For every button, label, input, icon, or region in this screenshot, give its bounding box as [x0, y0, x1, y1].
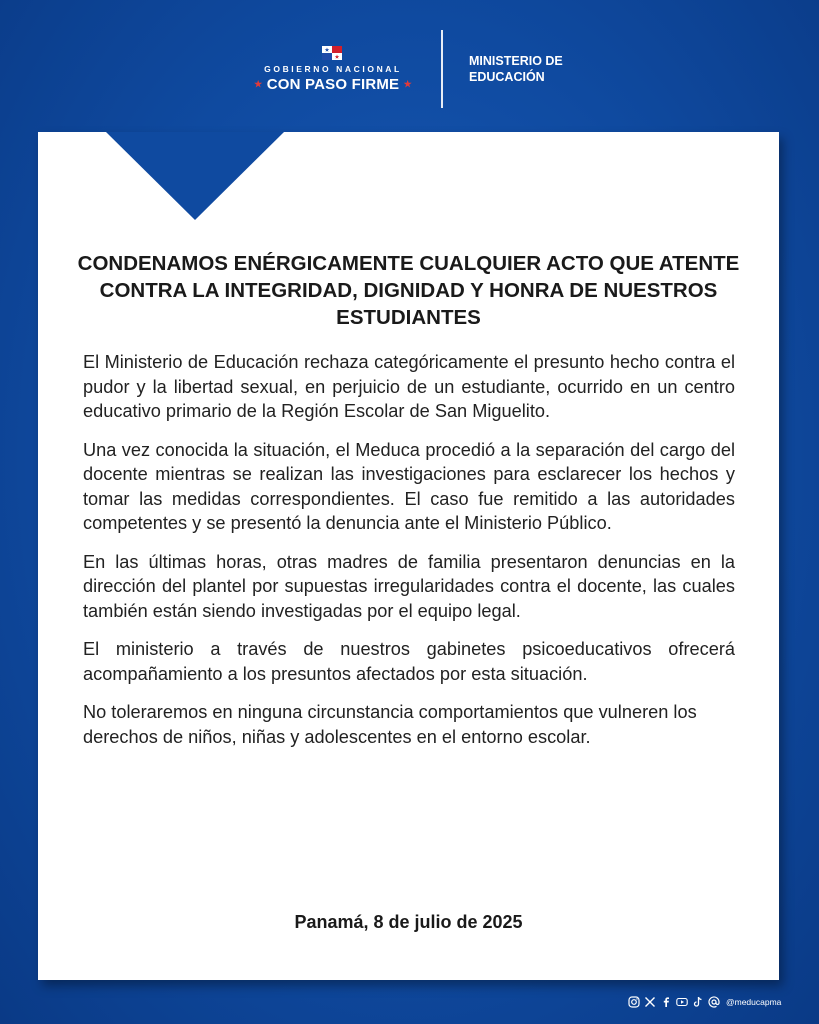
header [0, 0, 819, 93]
statement-paragraph: El ministerio a través de nuestros gabinetes psicoeducativos ofrecerá acompañamiento a los presuntos afectados por esta situación. [83, 639, 735, 684]
header-divider [441, 30, 443, 108]
panama-flag-icon [322, 46, 342, 60]
gov-tagline-top: GOBIERNO NACIONAL [264, 64, 402, 74]
youtube-icon[interactable] [676, 996, 688, 1008]
threads-icon[interactable] [708, 996, 720, 1008]
ministry-line-1: MINISTERIO DE [469, 54, 563, 68]
social-links [628, 994, 781, 1010]
statement-dateline: Panamá, 8 de julio de 2025 [294, 912, 523, 932]
statement-body [83, 350, 735, 763]
statement-paragraph: El Ministerio de Educación rechaza categóricamente el presunto hecho contra el pudor y la libertad sexual, en perjuicio de un estudiante, ocurrido en un centro educativo primario de la Región Escolar de San Miguelito. [83, 352, 735, 421]
statement-paragraph: En las últimas horas, otras madres de familia presentaron denuncias en la dirección del plantel por supuestas irregularidades contra el docente, las cuales también están siendo investigadas por el equipo legal. [83, 551, 735, 621]
ministry-name [469, 53, 629, 85]
statement-title: CONDENAMOS ENÉRGICAMENTE CUALQUIER ACTO QUE ATENTE CONTRA LA INTEGRIDAD, DIGNIDAD Y HONRA DE NUESTROS ESTUDIANTES [77, 252, 740, 329]
ministry-line-2: EDUCACIÓN [469, 70, 545, 84]
star-icon: ★ [403, 79, 412, 89]
gov-tagline-main [244, 76, 422, 93]
statement-paragraph: Una vez conocida la situación, el Meduca procedió a la separación del cargo del docente mientras se realizan las investigaciones para esclarecer los hechos y tomar las medidas correspondientes. El caso fue remitido a las autoridades competentes y se presentó la denuncia ante el Ministerio Público. [83, 439, 735, 533]
statement-paragraph: No toleraremos en ninguna circunstancia comportamientos que vulneren los derechos de niños, niñas y adolescentes en el entorno escolar. [83, 702, 697, 747]
facebook-icon[interactable] [660, 996, 672, 1008]
social-handle[interactable]: @meducapma [726, 997, 782, 1007]
tiktok-icon[interactable] [692, 996, 704, 1008]
statement-card [38, 132, 779, 980]
gov-tagline-main-text: CON PASO FIRME [266, 76, 400, 93]
chevron-down-icon [106, 132, 284, 220]
star-icon: ★ [254, 79, 263, 89]
x-icon[interactable] [644, 996, 656, 1008]
instagram-icon[interactable] [628, 996, 640, 1008]
